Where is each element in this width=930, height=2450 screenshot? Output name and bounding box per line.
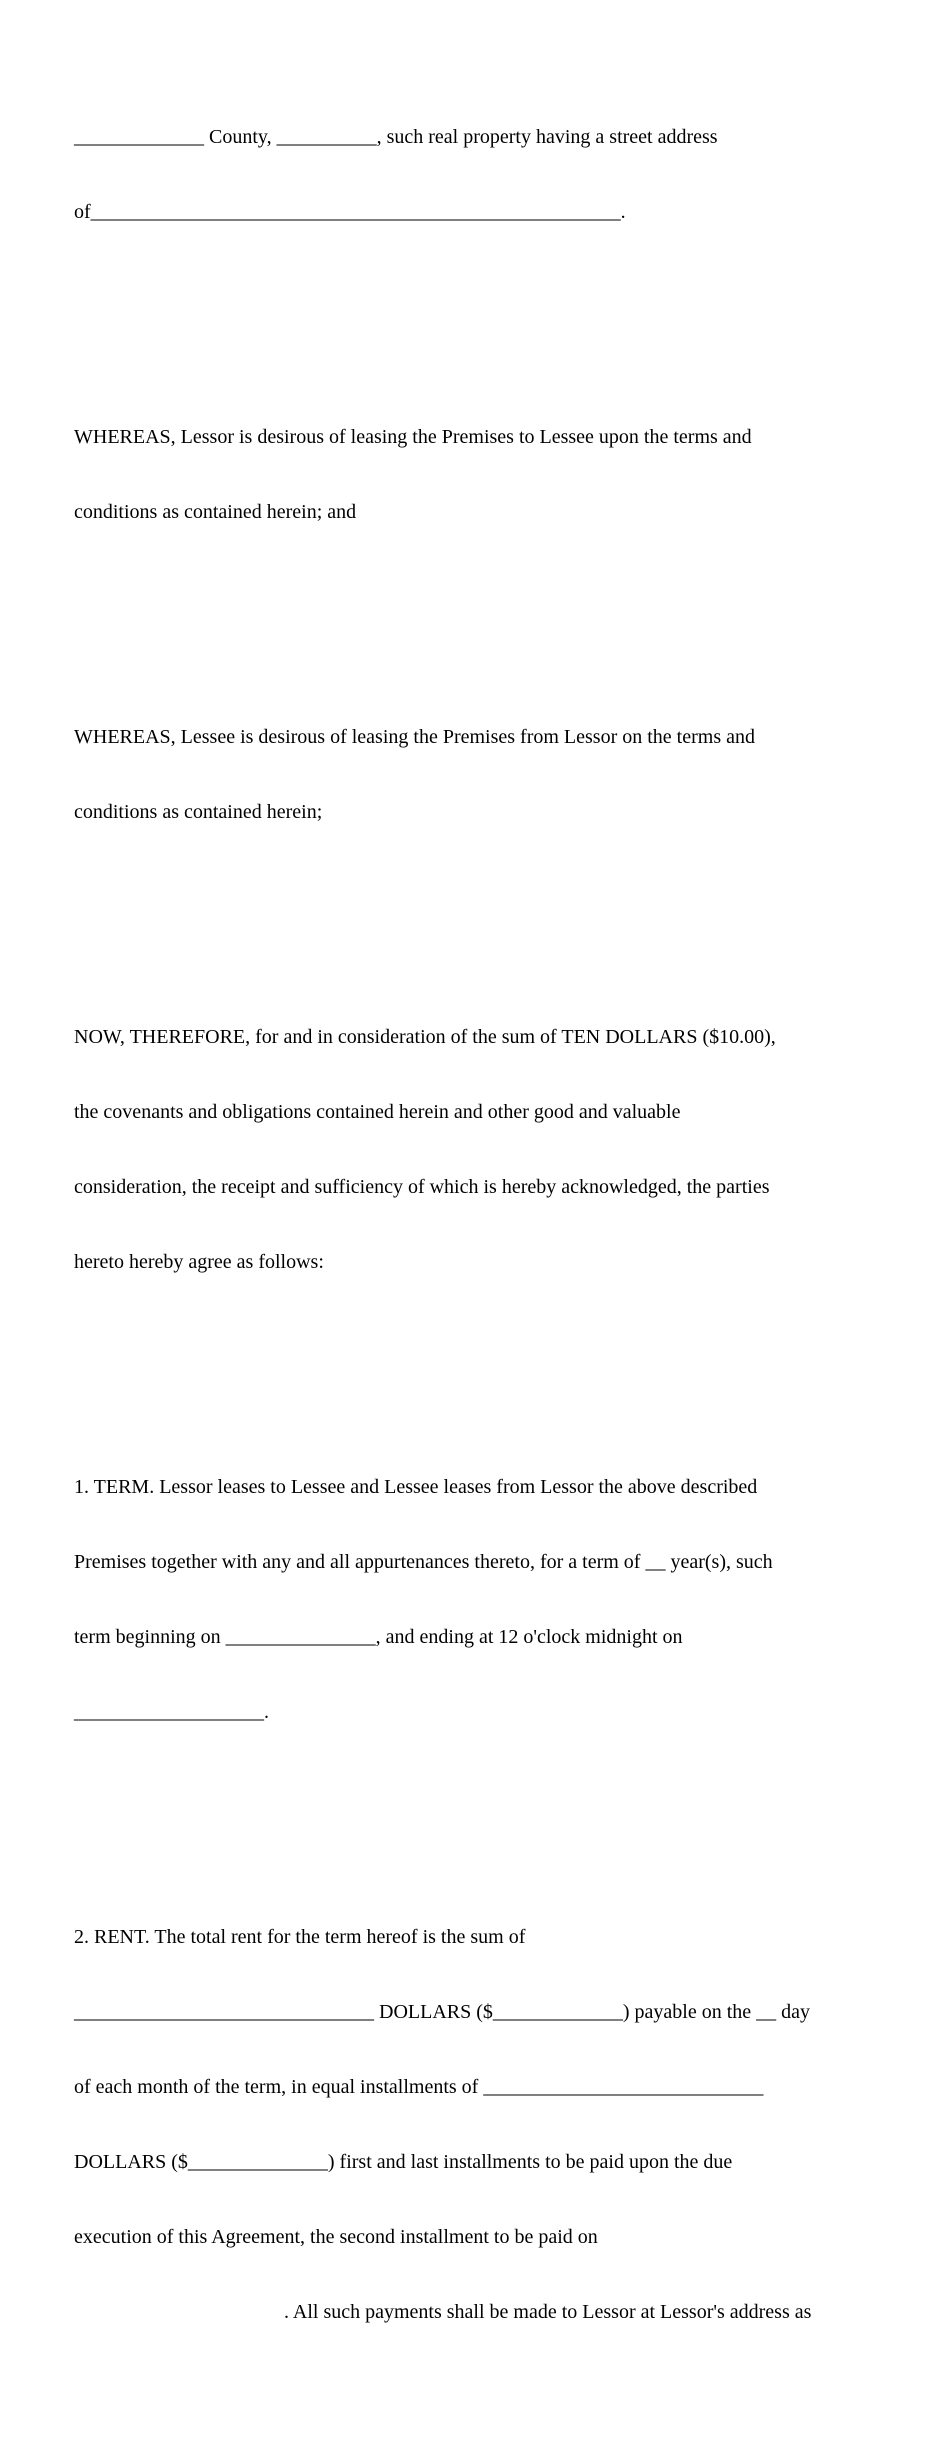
doc-line: NOW, THEREFORE, for and in consideration of the sum of TEN DOLLARS ($10.00), xyxy=(74,1026,776,1048)
doc-line: hereto hereby agree as follows: xyxy=(74,1251,324,1273)
doc-line: conditions as contained herein; and xyxy=(74,501,357,523)
doc-line: consideration, the receipt and sufficiency of which is hereby acknowledged, the parties xyxy=(74,1176,770,1198)
paragraph-section-2-rent xyxy=(74,1875,904,2375)
paragraph-property-location xyxy=(74,75,904,275)
doc-line: of each month of the term, in equal installments of ____________________________ xyxy=(74,2076,764,2098)
doc-line: . All such payments shall be made to Lessor at Lessor's address as xyxy=(74,2301,812,2323)
doc-line: of_____________________________________________________. xyxy=(74,201,626,223)
doc-line: _____________ County, __________, such real property having a street address xyxy=(74,126,718,148)
doc-line: WHEREAS, Lessor is desirous of leasing the Premises to Lessee upon the terms and xyxy=(74,426,752,448)
lease-agreement-text xyxy=(74,0,904,2450)
doc-line: 1. TERM. Lessor leases to Lessee and Lessee leases from Lessor the above described xyxy=(74,1476,758,1498)
paragraph-now-therefore xyxy=(74,975,904,1325)
doc-line: term beginning on _______________, and ending at 12 o'clock midnight on xyxy=(74,1626,683,1648)
doc-line: DOLLARS ($______________) first and last installments to be paid upon the due xyxy=(74,2151,733,2173)
doc-line: conditions as contained herein; xyxy=(74,801,323,823)
doc-line: ___________________. xyxy=(74,1701,269,1723)
doc-line: WHEREAS, Lessee is desirous of leasing the Premises from Lessor on the terms and xyxy=(74,726,755,748)
paragraph-section-1-term xyxy=(74,1425,904,1775)
paragraph-whereas-lessee xyxy=(74,675,904,875)
doc-line: ______________________________ DOLLARS ($_____________) payable on the __ day xyxy=(74,2001,811,2023)
doc-line: 2. RENT. The total rent for the term hereof is the sum of xyxy=(74,1926,526,1948)
doc-line: execution of this Agreement, the second installment to be paid on xyxy=(74,2226,598,2248)
paragraph-whereas-lessor xyxy=(74,375,904,575)
doc-line: the covenants and obligations contained herein and other good and valuable xyxy=(74,1101,681,1123)
doc-line: Premises together with any and all appurtenances thereto, for a term of __ year(s), such xyxy=(74,1551,773,1573)
